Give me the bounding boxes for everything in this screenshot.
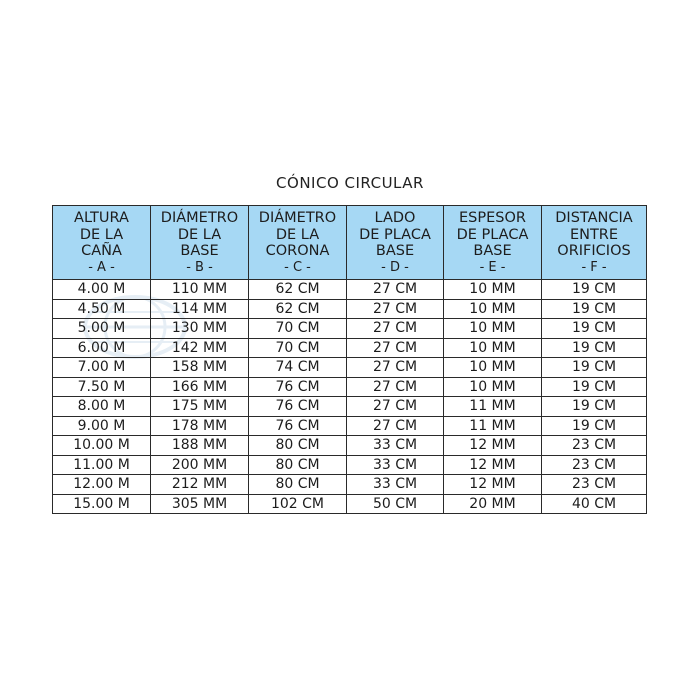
column-code: - B - xyxy=(186,259,213,275)
table-cell: 19 CM xyxy=(542,377,647,397)
column-code: - D - xyxy=(381,259,409,275)
table-cell: 76 CM xyxy=(249,377,347,397)
table-cell: 19 CM xyxy=(542,416,647,436)
column-header-line: ENTRE xyxy=(569,226,619,243)
column-header-line: CORONA xyxy=(265,243,330,260)
table-cell: 200 MM xyxy=(151,455,249,475)
column-header-line: BASE xyxy=(473,243,512,260)
table-cell: 7.00 M xyxy=(53,358,151,378)
table-cell: 110 MM xyxy=(151,280,249,300)
column-header-line: ALTURA xyxy=(74,210,129,227)
column-header xyxy=(542,206,647,280)
column-header-line: ORIFICIOS xyxy=(557,243,631,260)
table-row xyxy=(53,280,647,300)
column-header-line: BASE xyxy=(375,243,415,260)
table-cell: 27 CM xyxy=(347,358,444,378)
table-cell: 10.00 M xyxy=(53,436,151,456)
table-cell: 10 MM xyxy=(444,358,542,378)
table-cell: 10 MM xyxy=(444,377,542,397)
table-cell: 20 MM xyxy=(444,494,542,514)
table-cell: 10 MM xyxy=(444,280,542,300)
table-cell: 102 CM xyxy=(249,494,347,514)
table-row xyxy=(53,299,647,319)
table-cell: 33 CM xyxy=(347,455,444,475)
table-header-row xyxy=(53,206,647,280)
table-row xyxy=(53,338,647,358)
table-cell: 142 MM xyxy=(151,338,249,358)
table-cell: 114 MM xyxy=(151,299,249,319)
table-cell: 4.00 M xyxy=(53,280,151,300)
column-header-line: DE LA xyxy=(177,226,222,243)
column-header xyxy=(249,206,347,280)
table-row xyxy=(53,494,647,514)
table-cell: 76 CM xyxy=(249,416,347,436)
column-header-line: DIÁMETRO xyxy=(160,210,239,227)
column-header-line: DISTANCIA xyxy=(555,210,633,227)
table-cell: 80 CM xyxy=(249,475,347,495)
table-cell: 50 CM xyxy=(347,494,444,514)
table-title: CÓNICO CIRCULAR xyxy=(276,174,424,192)
column-header-line: DE PLACA xyxy=(359,226,431,243)
table-cell: 33 CM xyxy=(347,436,444,456)
table-row xyxy=(53,436,647,456)
column-header-line: DIÁMETRO xyxy=(258,210,337,227)
table-cell: 19 CM xyxy=(542,397,647,417)
column-header-line: BASE xyxy=(180,243,219,260)
table-cell: 27 CM xyxy=(347,377,444,397)
column-code: - E - xyxy=(479,259,506,275)
column-header-line: DE LA xyxy=(79,226,124,243)
table-cell: 12.00 M xyxy=(53,475,151,495)
spec-table xyxy=(52,205,647,514)
table-cell: 27 CM xyxy=(347,280,444,300)
table-cell: 70 CM xyxy=(249,319,347,339)
table-cell: 12 MM xyxy=(444,455,542,475)
table-cell: 212 MM xyxy=(151,475,249,495)
table-cell: 19 CM xyxy=(542,358,647,378)
table-cell: 19 CM xyxy=(542,280,647,300)
table-row xyxy=(53,475,647,495)
table-cell: 62 CM xyxy=(249,280,347,300)
table-cell: 27 CM xyxy=(347,416,444,436)
table-row xyxy=(53,377,647,397)
column-code: - A - xyxy=(88,259,115,275)
table-cell: 305 MM xyxy=(151,494,249,514)
table-cell: 8.00 M xyxy=(53,397,151,417)
table-cell: 12 MM xyxy=(444,436,542,456)
table-cell: 10 MM xyxy=(444,299,542,319)
column-header xyxy=(347,206,444,280)
table-body xyxy=(53,280,647,514)
table-cell: 9.00 M xyxy=(53,416,151,436)
table-cell: 10 MM xyxy=(444,319,542,339)
table-cell: 80 CM xyxy=(249,455,347,475)
table-cell: 11.00 M xyxy=(53,455,151,475)
table-cell: 23 CM xyxy=(542,455,647,475)
table-cell: 12 MM xyxy=(444,475,542,495)
column-code: - F - xyxy=(581,259,607,275)
table-cell: 175 MM xyxy=(151,397,249,417)
table-cell: 27 CM xyxy=(347,397,444,417)
table-cell: 188 MM xyxy=(151,436,249,456)
table-cell: 4.50 M xyxy=(53,299,151,319)
column-code: - C - xyxy=(284,259,311,275)
table-cell: 27 CM xyxy=(347,299,444,319)
table-row xyxy=(53,358,647,378)
table-cell: 27 CM xyxy=(347,338,444,358)
table-cell: 70 CM xyxy=(249,338,347,358)
table-cell: 19 CM xyxy=(542,299,647,319)
table-cell: 5.00 M xyxy=(53,319,151,339)
table-cell: 40 CM xyxy=(542,494,647,514)
table-cell: 23 CM xyxy=(542,475,647,495)
table-row xyxy=(53,416,647,436)
table-cell: 15.00 M xyxy=(53,494,151,514)
column-header-line: CAÑA xyxy=(81,243,122,260)
table-cell: 11 MM xyxy=(444,397,542,417)
table-cell: 23 CM xyxy=(542,436,647,456)
column-header-line: ESPESOR xyxy=(459,210,526,227)
table-cell: 7.50 M xyxy=(53,377,151,397)
column-header-line: DE LA xyxy=(275,226,320,243)
table-row xyxy=(53,397,647,417)
table-cell: 33 CM xyxy=(347,475,444,495)
table-cell: 166 MM xyxy=(151,377,249,397)
table-cell: 19 CM xyxy=(542,319,647,339)
column-header xyxy=(151,206,249,280)
column-header xyxy=(444,206,542,280)
column-header-line: LADO xyxy=(374,210,416,227)
column-header xyxy=(53,206,151,280)
table-cell: 178 MM xyxy=(151,416,249,436)
table-cell: 62 CM xyxy=(249,299,347,319)
table-row xyxy=(53,319,647,339)
table-cell: 76 CM xyxy=(249,397,347,417)
table-cell: 27 CM xyxy=(347,319,444,339)
table-cell: 80 CM xyxy=(249,436,347,456)
table-cell: 74 CM xyxy=(249,358,347,378)
table-cell: 6.00 M xyxy=(53,338,151,358)
column-header-line: DE PLACA xyxy=(456,226,529,243)
table-cell: 10 MM xyxy=(444,338,542,358)
table-row xyxy=(53,455,647,475)
table-cell: 158 MM xyxy=(151,358,249,378)
table-cell: 19 CM xyxy=(542,338,647,358)
table-cell: 130 MM xyxy=(151,319,249,339)
table-cell: 11 MM xyxy=(444,416,542,436)
